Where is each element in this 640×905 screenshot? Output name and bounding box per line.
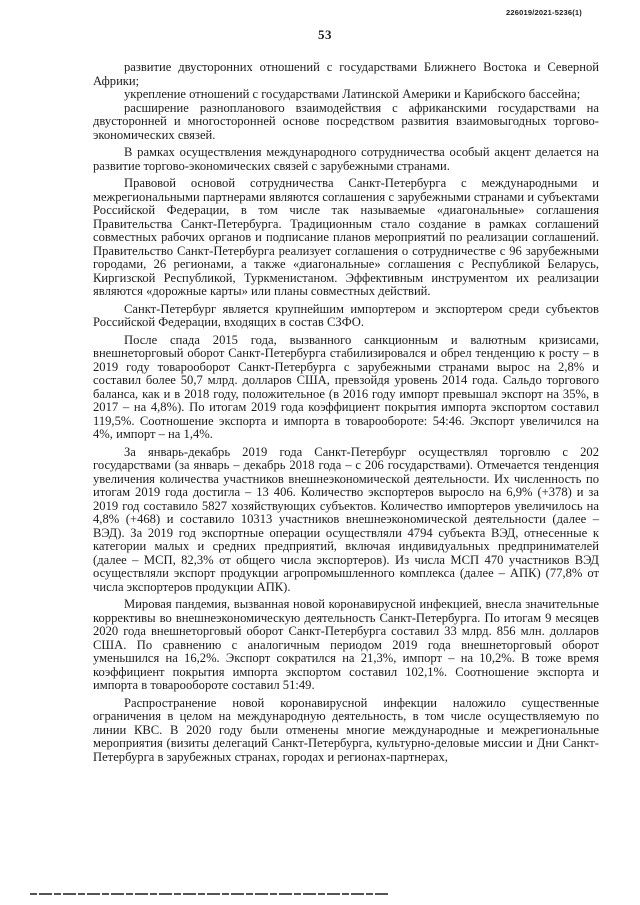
paragraph-5: Правовой основой сотрудничества Санкт-Петербурга с международными и межрегиональными партнерами являются соглашения с зарубежными странами и субъектами Российской Федерации, в том числе так называемые «диагональные» соглашения Правительства Санкт-Петербурга. Традиционным стало создание в рамках соглашений совместных рабочих органов и подписание планов мероприятий по реализации соглашений. Правительство Санкт-Петербурга реализует соглашения о сотрудничестве с 96 зарубежными городами, 26 регионами, а также «диагональные» соглашения с Республикой Беларусь, Киргизской Республикой, Туркменистаном. Эффективным инструментом их реализации являются «дорожные карты» или планы совместных действий. — [93, 176, 599, 298]
document-body — [93, 61, 599, 768]
paragraph-1: развитие двусторонних отношений с государствами Ближнего Востока и Северной Африки; — [93, 60, 599, 88]
document-id: 226019/2021-5236(1) — [506, 8, 582, 17]
paragraph-10: Распространение новой коронавирусной инфекции наложило существенные ограничения в целом на международную деятельность, в том числе осуществляемую по линии КВС. В 2020 году были отменены многие международные и межрегиональные мероприятия (визиты делегаций Санкт-Петербурга, культурно-деловые миссии и Дни Санкт-Петербурга в зарубежных странах, городах и регионах-партнерах, — [93, 695, 599, 764]
paragraph-8: За январь-декабрь 2019 года Санкт-Петербург осуществлял торговлю с 202 государствами (за январь – декабрь 2018 года – с 206 государствами). Отмечается тенденция увеличения количества участников внешнеэкономической деятельности. Их численность по итогам 2019 года достигла – 13 406. Количество экспортеров выросло на 6,9% (+378) и за 2019 год составило 5827 хозяйствующих субъектов. Количество импортеров увеличилось на 4,8% (+468) и составило 10313 участников внешнеэкономической деятельности (далее – ВЭД). За 2019 год экспортные операции осуществляли 4794 субъекта ВЭД, отнесенные к категории малых и средних предприятий, включая индивидуальных предпринимателей (далее – МСП, 82,3% от общего числа экспортеров). Из числа МСП 470 участников ВЭД осуществляли экспорт продукции агропромышленного комплекса (далее – АПК) (77,8% от числа экспортеров продукции АПК). — [93, 444, 599, 594]
paragraph-2: укрепление отношений с государствами Латинской Америки и Карибского бассейна; — [124, 87, 581, 101]
paragraph-7: После спада 2015 года, вызванного санкционным и валютным кризисами, внешнеторговый оборот Санкт-Петербурга стабилизировался и обрел тенденцию к росту – в 2019 году товарооборот Санкт-Петербурга с зарубежными странами вырос на 2,8% и составил более 50,7 млрд. долларов США, превзойдя уровень 2014 года. Сальдо торгового баланса, как и в 2018 году, положительное (в 2016 году импорт превышал экспорт на 35%, в 2017 – на 4,8%). По итогам 2019 года коэффициент покрытия импорта экспортом составил 119,5%. Соотношение экспорта и импорта в товарообороте: 54:46. Экспорт увеличился на 4%, импорт – на 1,4%. — [93, 332, 599, 441]
paragraph-3: расширение разнопланового взаимодействия с африканскими государствами на двусторонней и многосторонней основе посредством развития взаимовыгодных торгово-экономических связей. — [93, 100, 599, 142]
paragraph-9: Мировая пандемия, вызванная новой коронавирусной инфекцией, внесла значительные коррективы во внешнеэкономическую деятельность Санкт-Петербурга. По итогам 9 месяцев 2020 года внешнеторговый оборот Санкт-Петербурга составил 33 млрд. 856 млн. долларов США. По сравнению с аналогичным периодом 2019 года внешнеторговый оборот уменьшился на 16,2%. Экспорт сократился на 21,3%, импорт – на 10,2%. В тоже время коэффициент покрытия импорта экспортом составил 102,1%. Соотношение экспорта и импорта в товарообороте составил 51:49. — [93, 597, 599, 692]
paragraph-6: Санкт-Петербург является крупнейшим импортером и экспортером среди субъектов Российской Федерации, входящих в состав СЗФО. — [93, 301, 599, 329]
page-number: 53 — [318, 27, 332, 42]
paragraph-4: В рамках осуществления международного сотрудничества особый акцент делается на развитие торгово-экономических связей с зарубежными странами. — [93, 145, 599, 173]
scan-footer-line — [30, 893, 390, 895]
